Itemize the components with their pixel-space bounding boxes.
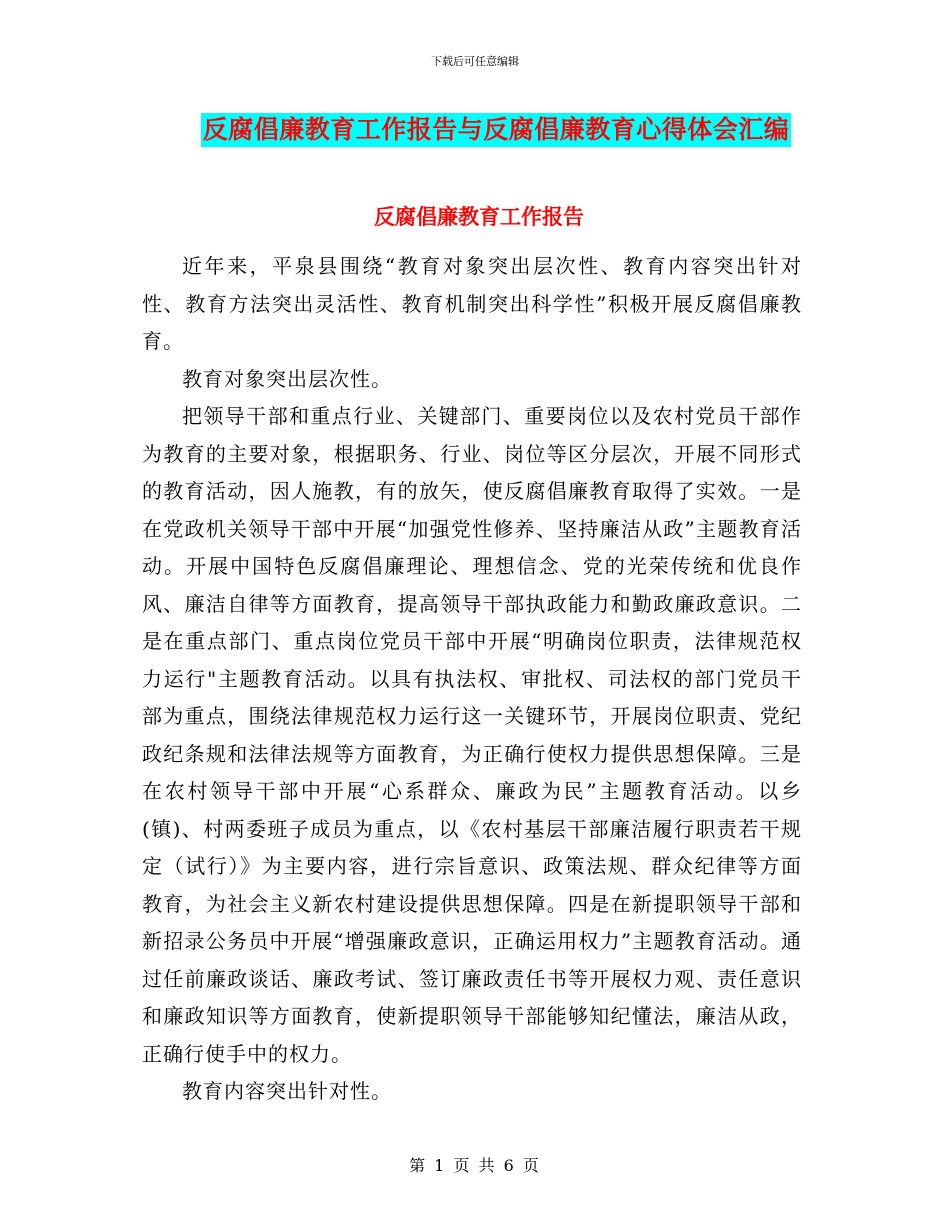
- document-body: [142, 248, 802, 1111]
- section-title: 反腐倡廉教育工作报告: [374, 204, 584, 229]
- main-title: 反腐倡廉教育工作报告与反腐倡廉教育心得体会汇编: [201, 113, 792, 147]
- page-number: 第 1 页 共 6 页: [409, 1156, 541, 1175]
- main-title-container: [0, 113, 950, 147]
- header-note: 下载后可任意编辑: [431, 55, 519, 68]
- paragraph-heading-content: 教育内容突出针对性。: [182, 1079, 392, 1103]
- paragraph-intro: 近年来，平泉县围绕“教育对象突出层次性、教育内容突出针对性、教育方法突出灵活性、教育机制突出科学性”积极开展反腐倡廉教育。: [142, 254, 802, 353]
- paragraph-heading-level: 教育对象突出层次性。: [182, 366, 392, 391]
- paragraph-level-detail: 把领导干部和重点行业、关键部门、重要岗位以及农村党员干部作为教育的主要对象，根据职务、行业、岗位等区分层次，开展不同形式的教育活动，因人施教，有的放矢，使反腐倡廉教育取得了实效。一是在党政机关领导干部中开展“加强党性修养、坚持廉洁从政”主题教育活动。开展中国特色反腐倡廉理论、理想信念、党的光荣传统和优良作风、廉洁自律等方面教育，提高领导干部执政能力和勤政廉政意识。二是在重点部门、重点岗位党员干部中开展“明确岗位职责，法律规范权力运行"主题教育活动。以具有执法权、审批权、司法权的部门党员干部为重点，围绕法律规范权力运行这一关键环节，开展岗位职责、党纪政纪条规和法律法规等方面教育，为正确行使权力提供思想保障。三是在农村领导干部中开展“心系群众、廉政为民”主题教育活动。以乡(镇)、村两委班子成员为重点，以《农村基层干部廉洁履行职责若干规定（试行）》为主要内容，进行宗旨意识、政策法规、群众纪律等方面教育，为社会主义新农村建设提供思想保障。四是在新提职领导干部和新招录公务员中开展“增强廉政意识，正确运用权力”主题教育活动。通过任前廉政谈话、廉政考试、签订廉政责任书等开展权力观、责任意识和廉政知识等方面教育，使新提职领导干部能够知纪懂法，廉洁从政，正确行使手中的权力。: [142, 404, 802, 1066]
